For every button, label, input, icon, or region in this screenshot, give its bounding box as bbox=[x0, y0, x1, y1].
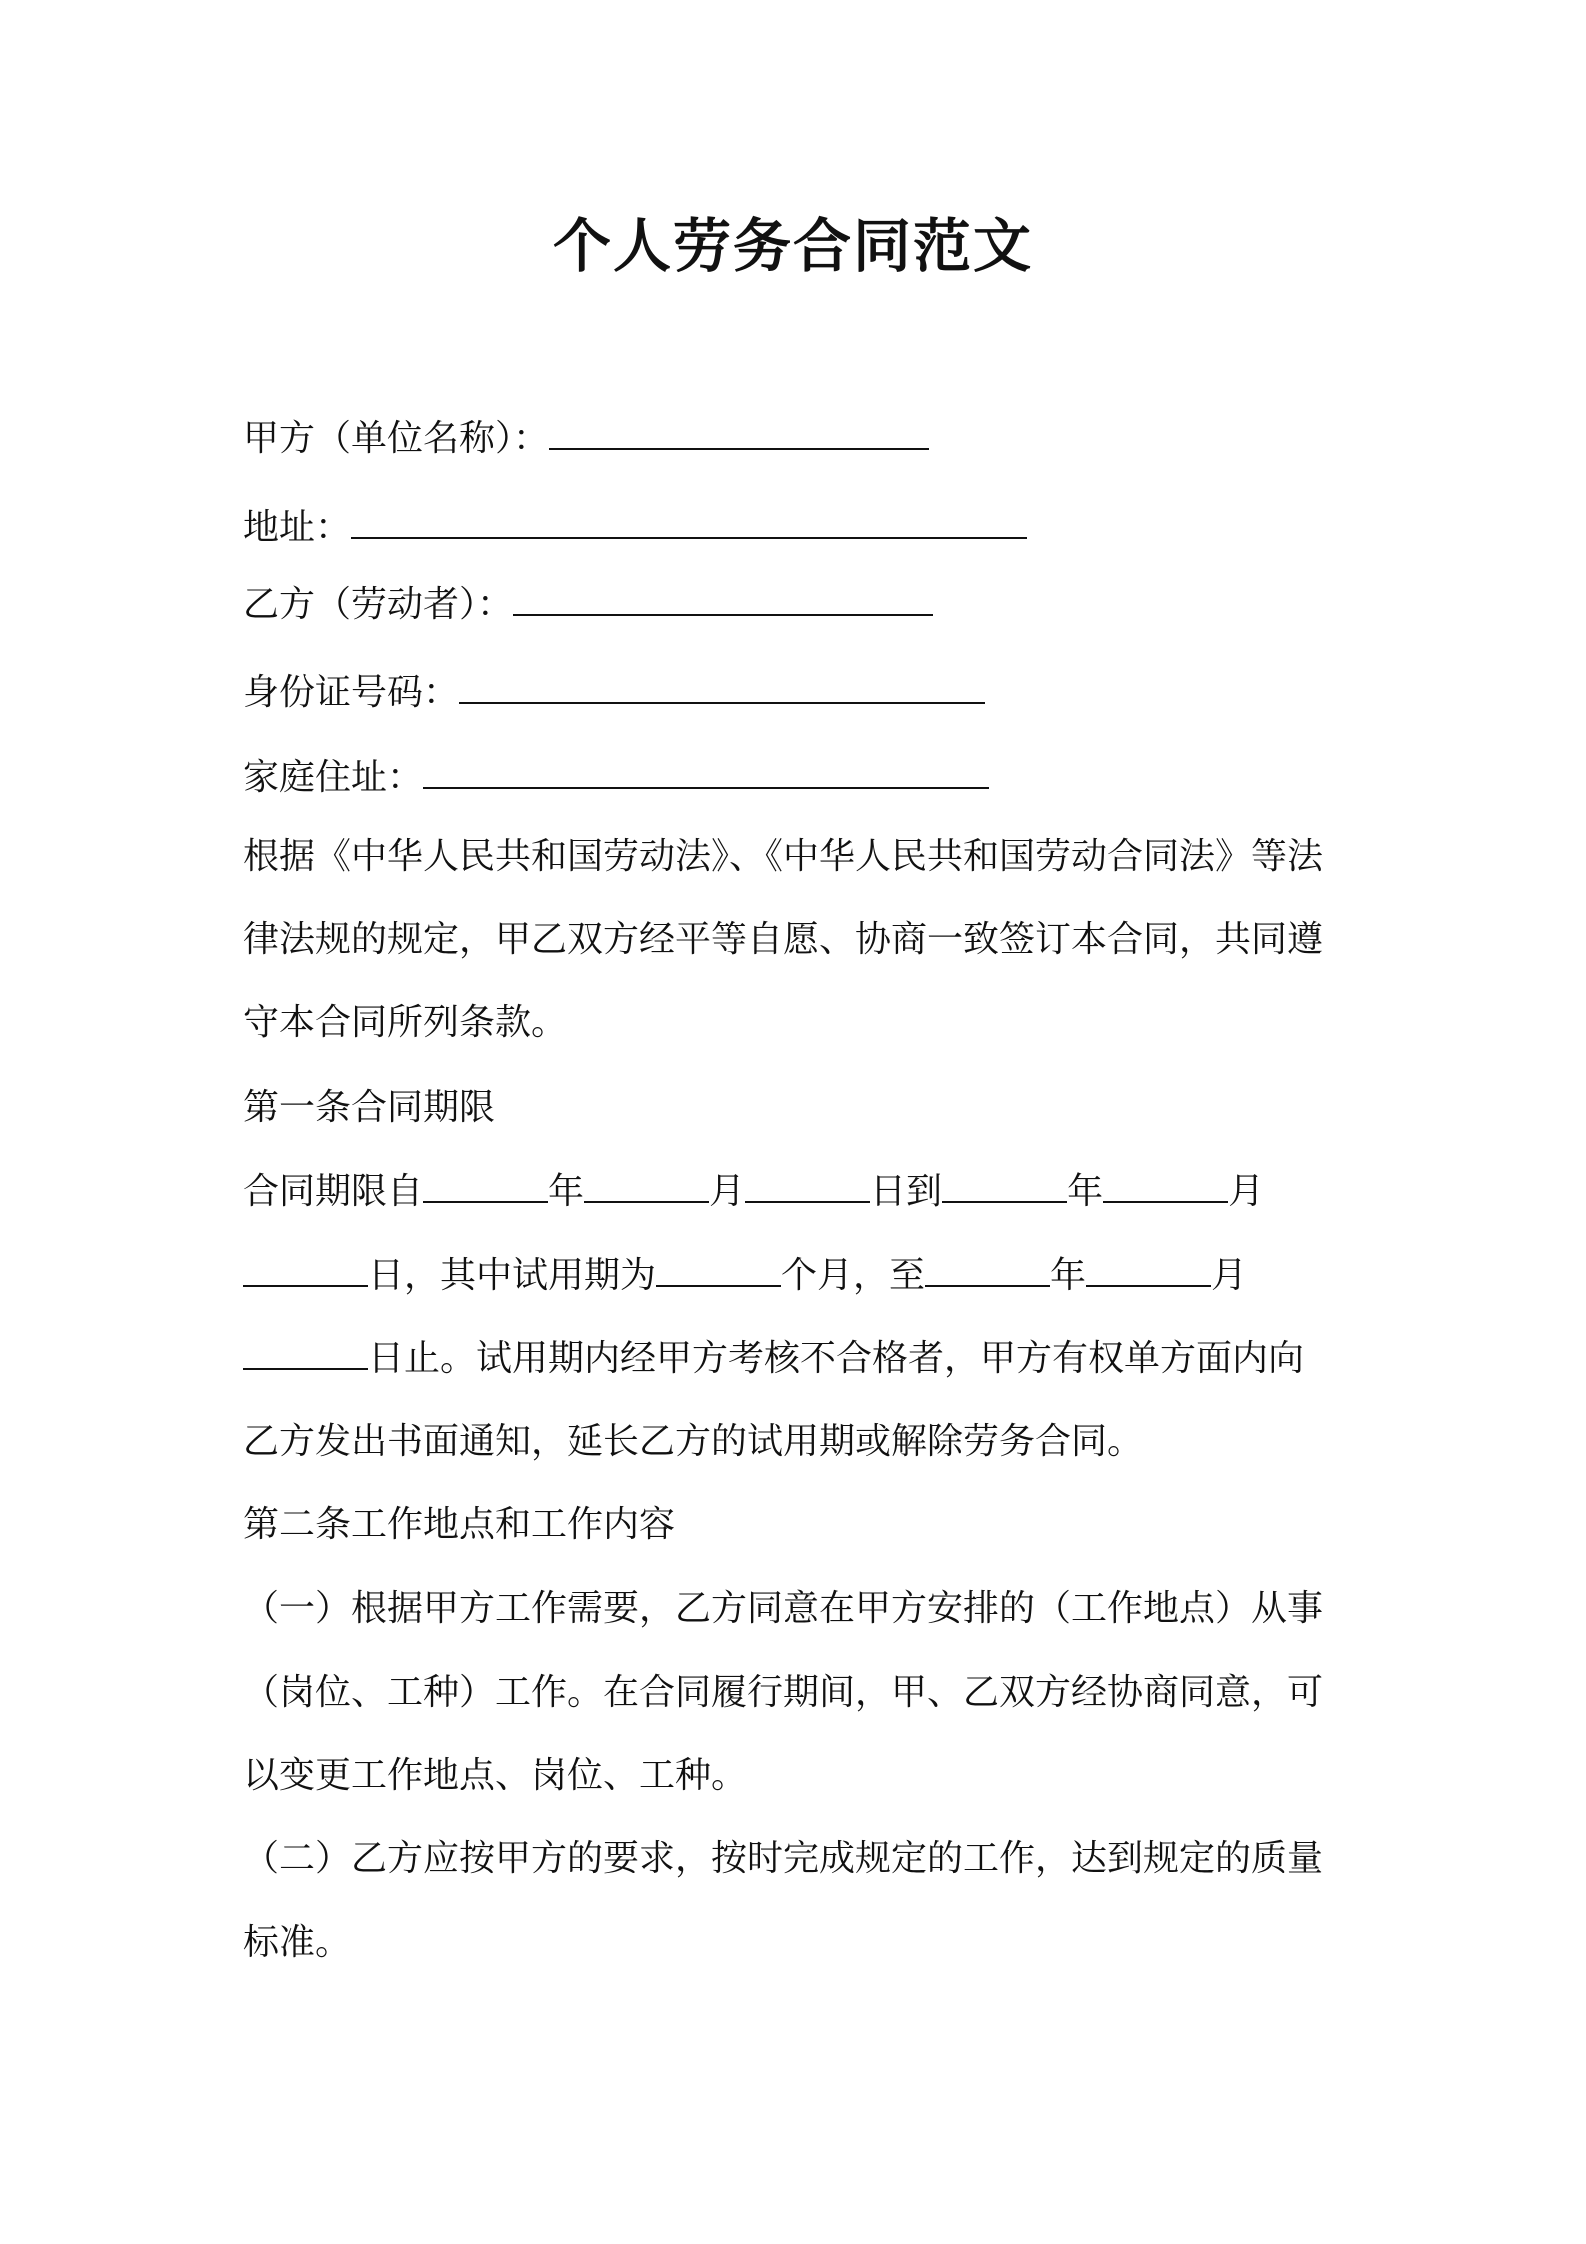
blank bbox=[584, 1167, 709, 1203]
home-address-blank bbox=[423, 753, 989, 789]
blank bbox=[243, 1251, 368, 1287]
term-text: 月 bbox=[709, 1171, 746, 1212]
address-label: 地址： bbox=[243, 507, 352, 548]
id-number-blank bbox=[459, 668, 985, 704]
party-a-label: 甲方（单位名称）： bbox=[243, 418, 550, 459]
party-a-field bbox=[243, 414, 929, 464]
article-1-heading: 第一条合同期限 bbox=[243, 1087, 496, 1128]
term-text: 月 bbox=[1228, 1171, 1265, 1212]
party-b-blank bbox=[513, 580, 933, 616]
term-line: 乙方发出书面通知，延长乙方的试用期或解除劳务合同。 bbox=[243, 1421, 1144, 1462]
id-number-label: 身份证号码： bbox=[243, 672, 460, 713]
blank bbox=[745, 1167, 870, 1203]
home-address-label: 家庭住址： bbox=[243, 757, 424, 798]
home-address-field bbox=[243, 753, 989, 803]
term-line bbox=[243, 1167, 1264, 1217]
blank bbox=[1103, 1167, 1228, 1203]
clause-line: （岗位、工种）工作。在合同履行期间，甲、乙双方经协商同意，可 bbox=[243, 1672, 1324, 1713]
clause-line: 标准。 bbox=[243, 1922, 352, 1963]
clause-line: （一）根据甲方工作需要，乙方同意在甲方安排的（工作地点）从事 bbox=[243, 1588, 1324, 1629]
preamble-line: 律法规的规定，甲乙双方经平等自愿、协商一致签订本合同，共同遵 bbox=[243, 919, 1324, 960]
id-number-field bbox=[243, 668, 985, 718]
party-a-blank bbox=[549, 414, 929, 450]
article-2-heading: 第二条工作地点和工作内容 bbox=[243, 1504, 676, 1545]
address-blank bbox=[351, 503, 1027, 539]
document-title: 个人劳务合同范文 bbox=[552, 212, 1033, 280]
term-line bbox=[243, 1334, 1304, 1384]
blank bbox=[942, 1167, 1067, 1203]
term-text: 年 bbox=[548, 1171, 585, 1212]
blank bbox=[423, 1167, 548, 1203]
term-text: 日，其中试用期为 bbox=[368, 1255, 657, 1296]
blank bbox=[925, 1251, 1050, 1287]
clause-line: 以变更工作地点、岗位、工种。 bbox=[243, 1755, 748, 1796]
term-text: 个月，至 bbox=[781, 1255, 926, 1296]
preamble-line: 守本合同所列条款。 bbox=[243, 1002, 568, 1043]
party-b-field bbox=[243, 580, 933, 630]
term-text: 年 bbox=[1067, 1171, 1104, 1212]
clause-line: （二）乙方应按甲方的要求，按时完成规定的工作，达到规定的质量 bbox=[243, 1838, 1324, 1879]
preamble-line: 根据《中华人民共和国劳动法》、《中华人民共和国劳动合同法》等法 bbox=[243, 836, 1324, 877]
party-b-label: 乙方（劳动者）： bbox=[243, 584, 514, 625]
term-text: 日到 bbox=[870, 1171, 943, 1212]
blank bbox=[243, 1334, 368, 1370]
term-text: 合同期限自 bbox=[243, 1171, 424, 1212]
blank bbox=[1086, 1251, 1211, 1287]
term-text: 年 bbox=[1050, 1255, 1087, 1296]
blank bbox=[656, 1251, 781, 1287]
term-text: 月 bbox=[1211, 1255, 1248, 1296]
address-field bbox=[243, 503, 1027, 553]
term-text: 日止。试用期内经甲方考核不合格者，甲方有权单方面内向 bbox=[368, 1338, 1305, 1379]
term-line bbox=[243, 1251, 1247, 1301]
